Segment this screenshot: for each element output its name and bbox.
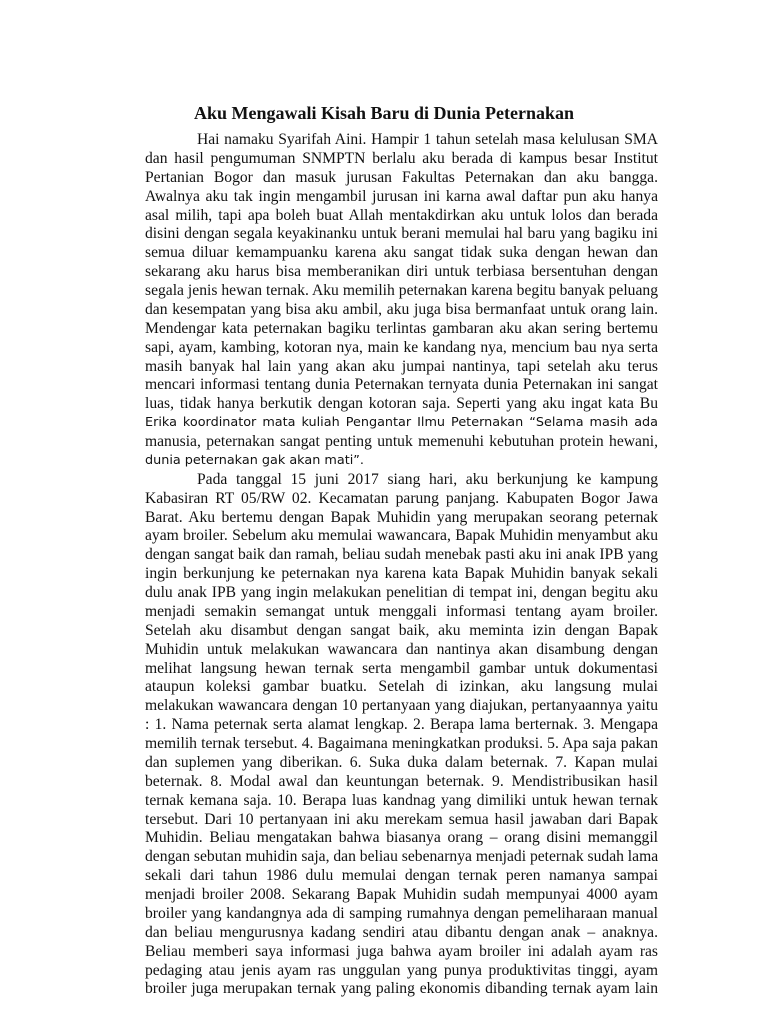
text-line: dan hasil pengumuman SNMPTN berlalu aku berada di kampus besar Institut bbox=[145, 149, 658, 167]
text-line: semua diluar kemampuanku karena aku sangat tidak suka dengan hewan dan bbox=[145, 244, 658, 262]
text-line: dan kesempatan yang bisa aku ambil, aku juga bisa bermanfaat untuk orang lain. bbox=[145, 300, 658, 318]
text-line: segala jenis hewan ternak. Aku memilih peternakan karena begitu banyak peluang bbox=[145, 282, 658, 299]
text-line: luas, tidak hanya berkutik dengan kotoran saja. Seperti yang aku ingat kata Bu bbox=[145, 395, 658, 413]
text-line: menjadi semakin semangat untuk menggali informasi tentang ayam broiler. bbox=[145, 602, 658, 620]
text-line: memilih ternak tersebut. 4. Bagaimana meningkatkan produksi. 5. Apa saja pakan bbox=[145, 735, 658, 752]
text-line: melakukan wawancara dengan 10 pertanyaan yang diajukan, pertanyaannya yaitu bbox=[145, 697, 658, 715]
text-line: dunia peternakan gak akan mati”. bbox=[145, 452, 364, 468]
text-line: ataupun koleksi gambar buatku. Setelah di izinkan, aku langsung mulai bbox=[145, 678, 658, 696]
text-line: dengan sebutan muhidin saja, dan beliau sebenarnya menjadi peternak sudah lama bbox=[145, 848, 659, 866]
text-line: Erika koordinator mata kuliah Pengantar Ilmu Peternakan “Selama masih ada bbox=[145, 415, 658, 431]
text-line: tersebut. Dari 10 pertanyaan ini aku merekam semua hasil jawaban dari Bapak bbox=[145, 810, 658, 828]
text-line: Beliau memberi saya informasi juga bahwa ayam broiler ini adalah ayam ras bbox=[145, 942, 658, 960]
text-line: Mendengar kata peternakan bagiku terlintas gambaran aku akan sering bertemu bbox=[145, 319, 658, 337]
text-line: ternak kemana saja. 10. Berapa luas kandnag yang dimiliki untuk hewan ternak bbox=[145, 791, 658, 809]
text-line: broiler juga merupakan ternak yang paling ekonomis dibanding ternak ayam lain bbox=[145, 980, 658, 998]
text-line: ingin berkunjung ke peternakan nya karena kata Bapak Muhidin banyak sekali bbox=[145, 565, 658, 583]
text-line: dan suplemen yang diberikan. 6. Suka duka dalam beternak. 7. Kapan mulai bbox=[145, 753, 658, 771]
text-line: asal milih, tapi apa boleh buat Allah mentakdirkan aku untuk lolos dan berada bbox=[145, 206, 658, 224]
text-line: mencari informasi tentang dunia Peternakan ternyata dunia Peternakan ini sangat bbox=[145, 376, 658, 394]
text-line: Barat. Aku bertemu dengan Bapak Muhidin yang merupakan seorang peternak bbox=[145, 508, 658, 526]
text-line: Muhidin untuk melakukan wawancara dan nantinya akan disambung dengan bbox=[145, 640, 658, 658]
text-line: disini dengan segala keyakinanku untuk berani memulai hal baru yang bagiku ini bbox=[145, 225, 658, 243]
text-line: Pada tanggal 15 juni 2017 siang hari, aku berkunjung ke kampung bbox=[197, 470, 658, 488]
text-line: sekali dari tahun 1986 dulu memulai dengan ternak peren namanya sampai bbox=[145, 867, 658, 885]
text-line: pedaging atau jenis ayam ras unggulan yang punya produktivitas tinggi, ayam bbox=[145, 961, 658, 979]
text-line: menjadi broiler 2008. Sekarang Bapak Muhidin sudah mempunyai 4000 ayam bbox=[145, 886, 658, 903]
text-line: Muhidin. Beliau mengatakan bahwa biasanya orang – orang disini memanggil bbox=[145, 829, 658, 847]
document-body bbox=[145, 131, 658, 999]
document-title: Aku Mengawali Kisah Baru di Dunia Peternakan bbox=[193, 103, 575, 123]
text-line: dan beliau mengurusnya kadang sendiri atau dibantu dengan anak – anaknya. bbox=[145, 923, 658, 941]
text-line: Awalnya aku tak ingin mengambil jurusan ini karna awal daftar pun aku hanya bbox=[145, 187, 658, 205]
text-line: masih banyak hal lain yang akan aku jumpai nantinya, tapi setelah aku terus bbox=[145, 357, 658, 375]
text-line: melihat langsung hewan ternak serta mengambil gambar untuk dokumentasi bbox=[145, 659, 658, 677]
text-line: manusia, peternakan sangat penting untuk memenuhi kebutuhan protein hewani, bbox=[145, 433, 658, 450]
text-line: dengan sangat baik dan ramah, beliau sudah menebak pasti aku ini anak IPB yang bbox=[145, 546, 658, 564]
text-line: sekarang aku harus bisa memberanikan diri untuk terbiasa bersentuhan dengan bbox=[145, 263, 658, 281]
text-line: Kabasiran RT 05/RW 02. Kecamatan parung panjang. Kabupaten Bogor Jawa bbox=[145, 489, 658, 507]
text-line: Setelah aku disambut dengan sangat baik, aku meminta izin dengan Bapak bbox=[145, 621, 658, 639]
text-line: : 1. Nama peternak serta alamat lengkap. 2. Berapa lama berternak. 3. Mengapa bbox=[145, 716, 658, 734]
text-line: broiler yang kandangnya ada di samping rumahnya dengan pemeliharaan manual bbox=[145, 904, 658, 922]
text-line: beternak. 8. Modal awal dan keuntungan beternak. 9. Mendistribusikan hasil bbox=[145, 772, 658, 790]
text-line: dulu anak IPB yang ingin melakukan penelitian di tempat ini, dengan begitu aku bbox=[145, 584, 658, 601]
text-line: sapi, ayam, kambing, kotoran nya, main ke kandang nya, mencium bau nya serta bbox=[145, 338, 658, 356]
text-line: Hai namaku Syarifah Aini. Hampir 1 tahun setelah masa kelulusan SMA bbox=[197, 131, 658, 148]
text-line: Pertanian Bogor dan masuk jurusan Fakultas Peternakan dan aku bangga. bbox=[145, 168, 658, 186]
text-line: ayam broiler. Sebelum aku memulai wawancara, Bapak Muhidin menyambut aku bbox=[145, 527, 658, 545]
